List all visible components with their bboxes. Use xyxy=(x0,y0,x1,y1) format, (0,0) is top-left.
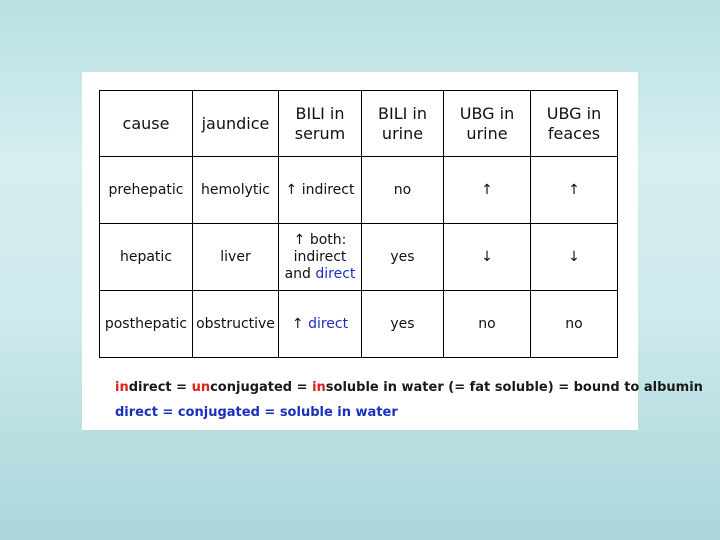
cell-ubg-urine xyxy=(444,224,531,291)
cell-cause: prehepatic xyxy=(100,157,193,224)
cell-cause: hepatic xyxy=(100,224,193,291)
header-ubg-urine: UBG in urine xyxy=(444,91,531,157)
up-arrow-icon: ↑ xyxy=(285,181,298,198)
down-arrow-icon: ↓ xyxy=(568,248,580,265)
up-arrow-icon: ↑ xyxy=(568,181,580,198)
legend-direct: direct = conjugated = soluble in water xyxy=(115,405,398,420)
up-arrow-icon: ↑ xyxy=(291,315,304,332)
slide-card xyxy=(82,72,703,430)
header-bili-serum: BILI in serum xyxy=(279,91,362,157)
header-cause: cause xyxy=(100,91,193,157)
cell-ubg-urine xyxy=(444,157,531,224)
header-row xyxy=(100,91,618,157)
cell-ubg-urine: no xyxy=(444,291,531,358)
header-jaundice: jaundice xyxy=(193,91,279,157)
cell-cause: posthepatic xyxy=(100,291,193,358)
cell-bili-serum: ↑ both: indirect and direct xyxy=(279,224,362,291)
cell-ubg-feaces xyxy=(531,157,618,224)
cell-ubg-feaces xyxy=(531,224,618,291)
cell-bili-serum: ↑ direct xyxy=(279,291,362,358)
up-arrow-icon: ↑ xyxy=(481,181,493,198)
down-arrow-icon: ↓ xyxy=(481,248,493,265)
legend-indirect: indirect = unconjugated = insoluble in water (= fat soluble) = bound to albumin xyxy=(115,380,703,395)
cell-jaundice: hemolytic xyxy=(193,157,279,224)
table-row-hepatic xyxy=(100,224,618,291)
header-bili-urine: BILI in urine xyxy=(362,91,444,157)
jaundice-table xyxy=(99,90,618,358)
cell-jaundice: liver xyxy=(193,224,279,291)
cell-bili-urine: yes xyxy=(362,291,444,358)
table-row-prehepatic xyxy=(100,157,618,224)
cell-bili-urine: yes xyxy=(362,224,444,291)
cell-bili-urine: no xyxy=(362,157,444,224)
cell-ubg-feaces: no xyxy=(531,291,618,358)
cell-bili-serum: ↑ indirect xyxy=(279,157,362,224)
cell-jaundice: obstructive xyxy=(193,291,279,358)
header-ubg-feaces: UBG in feaces xyxy=(531,91,618,157)
table-row-posthepatic xyxy=(100,291,618,358)
